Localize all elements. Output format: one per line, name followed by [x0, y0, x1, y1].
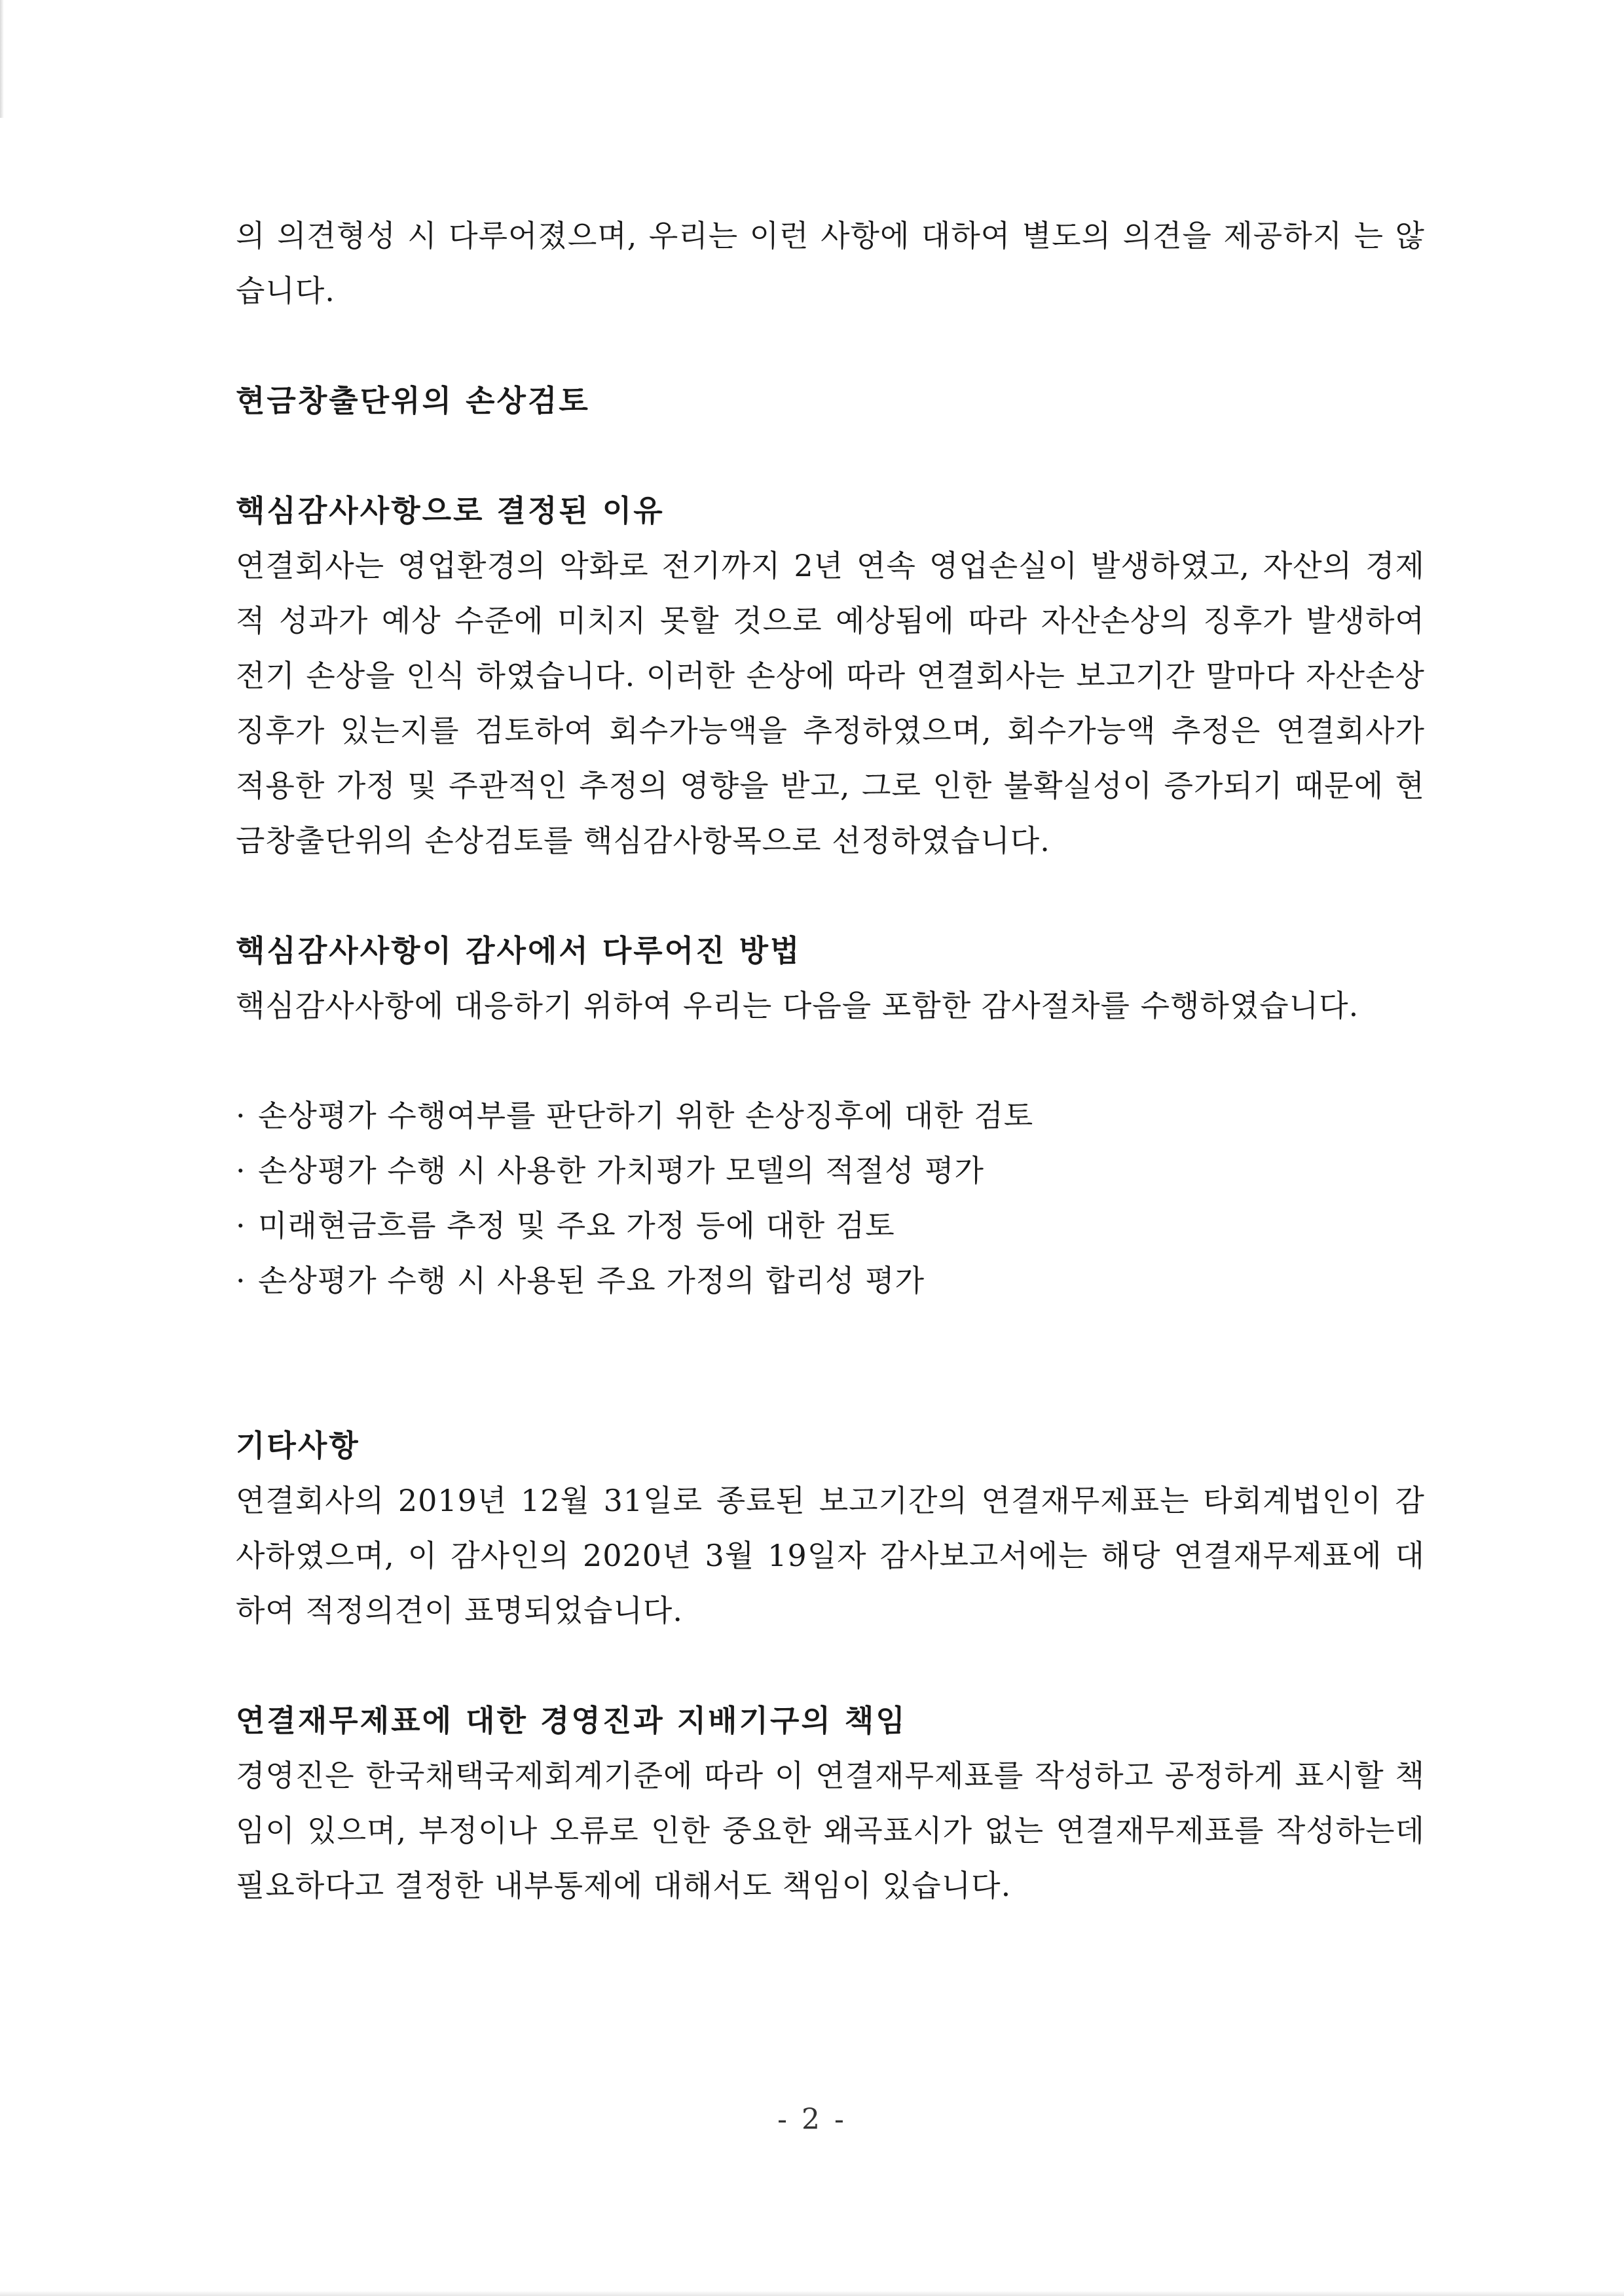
scan-edge-shadow [0, 0, 4, 118]
procedure-text: 손상평가 수행 시 사용한 가치평가 모델의 적절성 평가 [258, 1153, 984, 1188]
reason-paragraph: 연결회사는 영업환경의 악화로 전기까지 2년 연속 영업손실이 발생하였고, 자산의 경제적 성과가 예상 수준에 미치지 못할 것으로 예상됨에 따라 자산손상의 징후가 발생하여 전기 손상을 인식 하였습니다. 이러한 손상에 따라 연결회사는 보고기간 말마다 자산손상 징후가 있는지를 검토하여 회수가능액을 추정하였으며, 회수가능액 추정은 연결회사가 적용한 가정 및 주관적인 추정의 영향을 받고, 그로 인한 불확실성이 증가되기 때문에 현금창출단위의 손상검토를 핵심감사항목으로 선정하였습니다. [236, 548, 1425, 858]
bullet-mark: · [236, 1208, 246, 1243]
management-responsibility-heading: 연결재무제표에 대한 경영진과 지배기구의 책임 [236, 1703, 907, 1738]
bullet-mark: · [236, 1153, 246, 1188]
intro-paragraph: 의 의견형성 시 다루어졌으며, 우리는 이런 사항에 대하여 별도의 의견을 제공하지 는 않습니다. [236, 218, 1425, 308]
procedure-text: 미래현금흐름 추정 및 주요 가정 등에 대한 검토 [258, 1208, 895, 1243]
section-title-impairment: 현금창출단위의 손상검토 [236, 383, 590, 418]
bullet-mark: · [236, 1263, 246, 1298]
list-item [236, 1253, 1425, 1308]
method-heading: 핵심감사사항이 감사에서 다루어진 방법 [236, 933, 802, 968]
management-responsibility-paragraph: 경영진은 한국채택국제회계기준에 따라 이 연결재무제표를 작성하고 공정하게 표시할 책임이 있으며, 부정이나 오류로 인한 중요한 왜곡표시가 없는 연결재무제표를 작성하는데 필요하다고 결정한 내부통제에 대해서도 책임이 있습니다. [236, 1758, 1425, 1903]
scan-edge-bottom [0, 2291, 1624, 2296]
procedure-text: 손상평가 수행 시 사용된 주요 가정의 합리성 평가 [258, 1263, 925, 1298]
bullet-mark: · [236, 1098, 246, 1133]
page-number: - 2 - [777, 2103, 847, 2136]
procedure-text: 손상평가 수행여부를 판단하기 위한 손상징후에 대한 검토 [258, 1098, 1034, 1133]
procedure-list [236, 1088, 1425, 1308]
list-item [236, 1088, 1425, 1143]
list-item [236, 1198, 1425, 1253]
method-paragraph: 핵심감사사항에 대응하기 위하여 우리는 다음을 포함한 감사절차를 수행하였습니다. [236, 988, 1359, 1023]
reason-heading: 핵심감사사항으로 결정된 이유 [236, 493, 665, 528]
document-body [236, 208, 1425, 1913]
other-matters-paragraph: 연결회사의 2019년 12월 31일로 종료된 보고기간의 연결재무제표는 타회계법인이 감사하였으며, 이 감사인의 2020년 3월 19일자 감사보고서에는 해당 연결재무제표에 대하여 적정의견이 표명되었습니다. [236, 1483, 1425, 1628]
list-item [236, 1143, 1425, 1198]
other-matters-heading: 기타사항 [236, 1428, 360, 1463]
